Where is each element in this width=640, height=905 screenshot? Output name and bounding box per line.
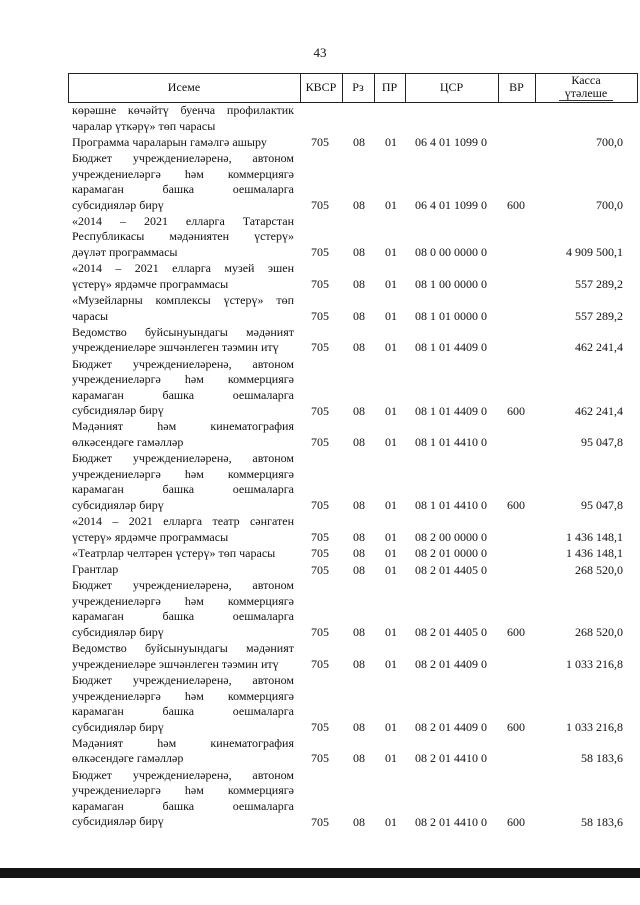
- rz-cell: 08: [353, 403, 365, 418]
- pr-cell: 01: [385, 656, 397, 671]
- column-header-csr: ЦСР: [439, 79, 464, 94]
- pr-cell: 01: [385, 562, 397, 577]
- row-name-line: Бюджет учреждениеләренә, автоном: [72, 673, 294, 687]
- table-row: [0, 151, 640, 213]
- csr-cell: 08 1 01 4409 0: [415, 403, 487, 418]
- kvsr-cell: 705: [311, 530, 329, 544]
- row-name-line: карамаган башка оешмаларга: [72, 182, 294, 197]
- column-header-vr: ВР: [509, 79, 524, 94]
- table-row: [0, 261, 640, 292]
- vr-cell: 600: [507, 403, 525, 418]
- csr-cell: 08 1 00 0000 0: [415, 277, 487, 292]
- vr-cell: 600: [507, 814, 525, 829]
- vr-cell: 600: [507, 198, 525, 213]
- row-name: [72, 261, 294, 292]
- csr-cell: 06 4 01 1099 0: [415, 135, 487, 150]
- row-name: [72, 562, 294, 578]
- csr-cell: 08 2 01 4405 0: [415, 562, 487, 577]
- rz-cell: 08: [353, 720, 365, 734]
- row-name-line: Бюджет учреждениеләренә, автоном: [72, 356, 294, 371]
- kvsr-cell: 705: [311, 245, 329, 260]
- pr-cell: 01: [385, 751, 397, 766]
- row-name: [72, 135, 294, 151]
- row-name: [72, 641, 294, 672]
- row-name-line: учреждениеләргә һәм коммерциягә: [72, 593, 294, 608]
- amount-cell: 700,0: [596, 135, 623, 150]
- row-name-line: учреждениеләре эшчәнлеген тәэмин итү: [72, 340, 279, 355]
- table-row: [0, 768, 640, 830]
- pr-cell: 01: [385, 245, 397, 260]
- row-name-line: учреждениеләргә һәм коммерциягә: [72, 783, 294, 798]
- row-name-line: Программа чараларын гамәлгә ашыру: [72, 134, 267, 149]
- csr-cell: 08 0 00 0000 0: [415, 245, 487, 260]
- rz-cell: 08: [353, 135, 365, 150]
- pr-cell: 01: [385, 135, 397, 150]
- rz-cell: 08: [353, 245, 365, 260]
- row-name-line: «2014 – 2021 елларга театр сәнгатен: [72, 514, 294, 528]
- kassa-header-line1: Касса: [571, 72, 601, 87]
- row-name: [72, 214, 294, 261]
- row-name: [72, 357, 294, 419]
- pr-cell: 01: [385, 403, 397, 418]
- row-name-line: карамаган башка оешмаларга: [72, 609, 294, 624]
- row-name-line: «Музейларны комплексы үстерү» төп: [72, 293, 294, 307]
- row-name: [72, 325, 294, 356]
- vr-cell: 600: [507, 625, 525, 640]
- row-name-line: карамаган башка оешмаларга: [72, 798, 294, 813]
- amount-cell: 58 183,6: [581, 814, 623, 829]
- rz-cell: 08: [353, 814, 365, 829]
- kvsr-cell: 705: [311, 340, 329, 355]
- amount-cell: 557 289,2: [575, 309, 623, 323]
- pr-cell: 01: [385, 625, 397, 640]
- row-name-line: карамаган башка оешмаларга: [72, 704, 294, 718]
- amount-cell: 462 241,4: [575, 340, 623, 355]
- table-row: [0, 103, 640, 134]
- csr-cell: 08 2 00 0000 0: [415, 530, 487, 544]
- kvsr-cell: 705: [311, 720, 329, 734]
- kvsr-cell: 705: [311, 135, 329, 150]
- rz-cell: 08: [353, 751, 365, 766]
- pr-cell: 01: [385, 340, 397, 355]
- row-name-line: Бюджет учреждениеләренә, автоном: [72, 767, 294, 782]
- pr-cell: 01: [385, 198, 397, 213]
- row-name: [72, 514, 294, 545]
- vr-cell: 600: [507, 498, 525, 513]
- row-name-line: «Театрлар челтәрен үстерү» төп чарасы: [72, 545, 276, 560]
- table-row: [0, 135, 640, 151]
- amount-cell: 58 183,6: [581, 751, 623, 766]
- kassa-header-line2: үтәлеше: [559, 87, 613, 101]
- csr-cell: 08 1 01 4410 0: [415, 435, 487, 450]
- row-name: [72, 451, 294, 513]
- amount-cell: 1 436 148,1: [566, 530, 623, 544]
- table-row: [0, 514, 640, 545]
- row-name-line: Бюджет учреждениеләренә, автоном: [72, 578, 294, 593]
- amount-cell: 4 909 500,1: [566, 245, 623, 260]
- row-name-line: учреждениеләргә һәм коммерциягә: [72, 372, 294, 387]
- row-name-line: Мәдәният һәм кинематография: [72, 735, 294, 750]
- row-name-line: чаралар үткәрү» төп чарасы: [72, 118, 216, 133]
- table-row: [0, 736, 640, 767]
- rz-cell: 08: [353, 309, 365, 323]
- table-row: [0, 546, 640, 562]
- amount-cell: 95 047,8: [581, 498, 623, 513]
- csr-cell: 08 2 01 4410 0: [415, 814, 487, 829]
- amount-cell: 268 520,0: [575, 562, 623, 577]
- kvsr-cell: 705: [311, 309, 329, 323]
- row-name-line: субсидияләр бирү: [72, 197, 164, 212]
- column-header-rz: Рз: [352, 79, 364, 94]
- row-name-line: субсидияләр бирү: [72, 624, 164, 639]
- csr-cell: 08 2 01 4409 0: [415, 720, 487, 734]
- csr-cell: 08 2 01 4410 0: [415, 751, 487, 766]
- row-name-line: субсидияләр бирү: [72, 403, 164, 418]
- row-name-line: учреждениеләргә һәм коммерциягә: [72, 688, 294, 703]
- row-name-line: көрәшне көчәйтү буенча профилактик: [72, 103, 294, 117]
- table-row: [0, 214, 640, 261]
- table-row: [0, 641, 640, 672]
- amount-cell: 1 033 216,8: [566, 720, 623, 734]
- column-header-pr: ПР: [381, 79, 398, 94]
- table-row: [0, 451, 640, 513]
- table-row: [0, 673, 640, 735]
- scan-edge-bar: [0, 868, 640, 878]
- amount-cell: 268 520,0: [575, 625, 623, 640]
- kvsr-cell: 705: [311, 498, 329, 513]
- table-row: [0, 419, 640, 450]
- rz-cell: 08: [353, 625, 365, 640]
- row-name: [72, 768, 294, 830]
- row-name-line: өлкәсендәге гамәлләр: [72, 434, 184, 449]
- amount-cell: 462 241,4: [575, 403, 623, 418]
- amount-cell: 1 436 148,1: [566, 546, 623, 561]
- vr-cell: 600: [507, 720, 525, 734]
- pr-cell: 01: [385, 498, 397, 513]
- rz-cell: 08: [353, 530, 365, 544]
- row-name: [72, 151, 294, 213]
- kvsr-cell: 705: [311, 277, 329, 292]
- kvsr-cell: 705: [311, 656, 329, 671]
- kvsr-cell: 705: [311, 435, 329, 450]
- row-name: [72, 578, 294, 640]
- rz-cell: 08: [353, 435, 365, 450]
- row-name-line: Ведомство буйсынуындагы мәдәният: [72, 641, 294, 656]
- amount-cell: 1 033 216,8: [566, 656, 623, 671]
- kvsr-cell: 705: [311, 751, 329, 766]
- csr-cell: 08 2 01 4409 0: [415, 656, 487, 671]
- kvsr-cell: 705: [311, 403, 329, 418]
- row-name: [72, 103, 294, 134]
- pr-cell: 01: [385, 530, 397, 544]
- row-name-line: учреждениеләргә һәм коммерциягә: [72, 466, 294, 481]
- column-header-name: Исеме: [167, 79, 201, 94]
- amount-cell: 700,0: [596, 198, 623, 213]
- pr-cell: 01: [385, 435, 397, 450]
- row-name-line: Республикасы мәдәниятен үстерү»: [72, 229, 294, 244]
- row-name-line: субсидияләр бирү: [72, 814, 164, 829]
- row-name-line: өлкәсендәге гамәлләр: [72, 751, 184, 766]
- kvsr-cell: 705: [311, 562, 329, 577]
- amount-cell: 95 047,8: [581, 435, 623, 450]
- table-row: [0, 562, 640, 578]
- table-row: [0, 357, 640, 419]
- row-name: [72, 673, 294, 735]
- row-name: [72, 293, 294, 324]
- row-name-line: Бюджет учреждениеләренә, автоном: [72, 151, 294, 166]
- row-name-line: субсидияләр бирү: [72, 719, 164, 734]
- amount-cell: 557 289,2: [575, 277, 623, 292]
- row-name-line: «2014 – 2021 елларга Татарстан: [72, 213, 294, 228]
- row-name-line: учреждениеләре эшчәнлеген тәэмин итү: [72, 656, 279, 671]
- row-name-line: Бюджет учреждениеләренә, автоном: [72, 451, 294, 466]
- pr-cell: 01: [385, 720, 397, 734]
- kvsr-cell: 705: [311, 625, 329, 640]
- rz-cell: 08: [353, 198, 365, 213]
- pr-cell: 01: [385, 277, 397, 292]
- rz-cell: 08: [353, 656, 365, 671]
- row-name: [72, 546, 294, 562]
- csr-cell: 08 2 01 0000 0: [415, 546, 487, 561]
- rz-cell: 08: [353, 340, 365, 355]
- csr-cell: 08 2 01 4405 0: [415, 625, 487, 640]
- csr-cell: 08 1 01 4410 0: [415, 498, 487, 513]
- row-name-line: карамаган башка оешмаларга: [72, 482, 294, 497]
- row-name-line: үстерү» ярдәмче программасы: [72, 529, 229, 544]
- row-name-line: Грантлар: [72, 562, 119, 577]
- row-name-line: чарасы: [72, 308, 109, 323]
- table-row: [0, 578, 640, 640]
- csr-cell: 08 1 01 4409 0: [415, 340, 487, 355]
- csr-cell: 08 1 01 0000 0: [415, 309, 487, 323]
- pr-cell: 01: [385, 309, 397, 323]
- kvsr-cell: 705: [311, 546, 329, 561]
- row-name: [72, 736, 294, 767]
- csr-cell: 06 4 01 1099 0: [415, 198, 487, 213]
- row-name-line: учреждениеләргә һәм коммерциягә: [72, 166, 294, 181]
- column-header-kvsr: КВСР: [305, 79, 337, 94]
- pr-cell: 01: [385, 814, 397, 829]
- kvsr-cell: 705: [311, 198, 329, 213]
- row-name: [72, 419, 294, 450]
- row-name-line: субсидияләр бирү: [72, 497, 164, 512]
- row-name-line: Мәдәният һәм кинематография: [72, 419, 294, 434]
- kvsr-cell: 705: [311, 814, 329, 829]
- pr-cell: 01: [385, 546, 397, 561]
- row-name-line: Ведомство буйсынуындагы мәдәният: [72, 324, 294, 339]
- row-name-line: үстерү» ярдәмче программасы: [72, 276, 229, 291]
- rz-cell: 08: [353, 562, 365, 577]
- row-name-line: карамаган башка оешмаларга: [72, 387, 294, 402]
- page-number: 43: [313, 45, 327, 60]
- table-row: [0, 325, 640, 356]
- row-name-line: дәүләт программасы: [72, 244, 178, 259]
- table-row: [0, 293, 640, 324]
- rz-cell: 08: [353, 498, 365, 513]
- rz-cell: 08: [353, 546, 365, 561]
- rz-cell: 08: [353, 277, 365, 292]
- row-name-line: «2014 – 2021 елларга музей эшен: [72, 261, 294, 276]
